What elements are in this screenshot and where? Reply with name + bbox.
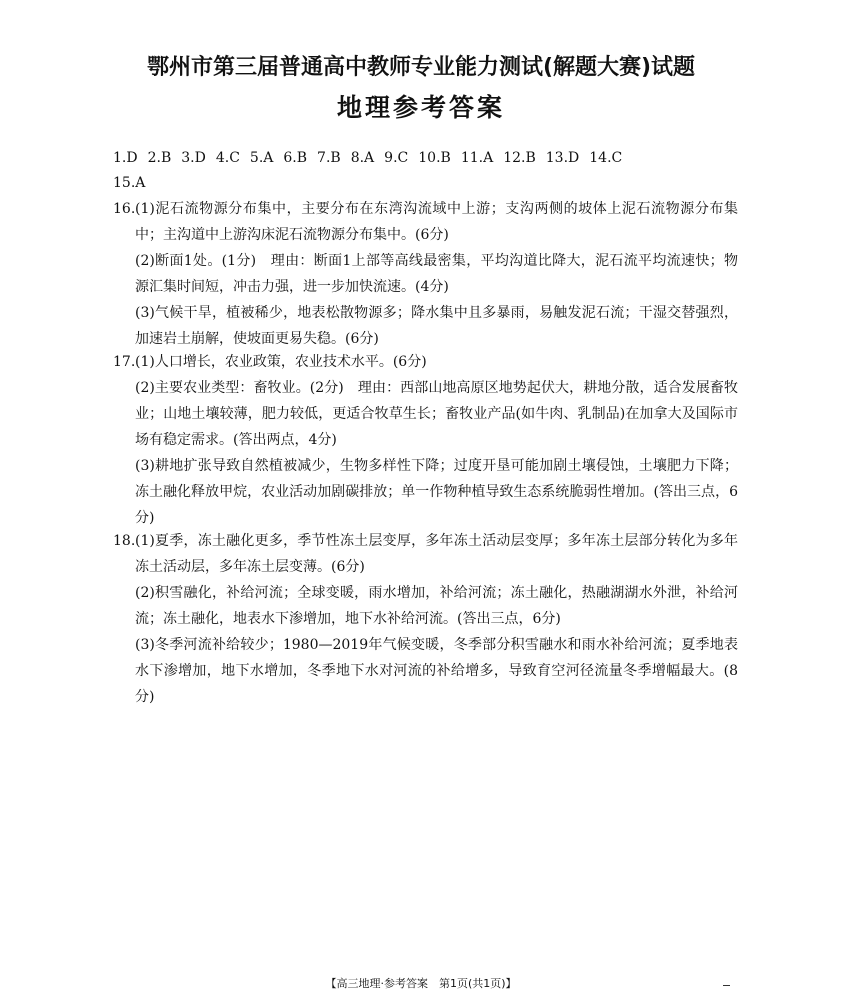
answer-part-2: (2)断面1处。(1分) 理由：断面1上部等高线最密集，平均沟道比降大，泥石流平均流速快；物源汇集时间短，冲击力强，进一步加快流速。(4分)	[135, 253, 738, 295]
answer-part-2: (2)积雪融化，补给河流；全球变暖，雨水增加，补给河流；冻土融化，热融湖湖水外泄，补给河流；冻土融化，地表水下渗增加，地下水补给河流。(答出三点，6分)	[135, 585, 738, 627]
answer-part-2: (2)主要农业类型：畜牧业。(2分) 理由：西部山地高原区地势起伏大，耕地分散，适合发展畜牧业；山地土壤较薄，肥力较低，更适合牧草生长；畜牧业产品(如牛肉、乳制品)在加拿大及国际市场有稳定需求。(答出两点，4分)	[135, 380, 738, 448]
page-footer: 【高三地理·参考答案 第1页(共1页)】	[325, 977, 517, 990]
answer-part-3: (3)耕地扩张导致自然植被减少，生物多样性下降；过度开垦可能加剧土壤侵蚀，土壤肥力下降；冻土融化释放甲烷，农业活动加剧碳排放；单一作物种植导致生态系统脆弱性增加。(答出三点，6分)	[135, 458, 738, 526]
answer-part-1: (1)人口增长，农业政策，农业技术水平。(6分)	[135, 354, 427, 370]
document-title: 鄂州市第三届普通高中教师专业能力测试(解题大赛)试题	[146, 55, 696, 80]
choice-answer: 1.D	[113, 150, 138, 166]
choice-answer: 4.C	[215, 150, 240, 166]
document-subtitle: 地理参考答案	[336, 93, 505, 122]
choice-answer: 13.D	[545, 150, 580, 166]
answer-part-3: (3)冬季河流补给较少；1980—2019年气候变暖，冬季部分积雪融水和雨水补给河流；夏季地表水下渗增加，地下水增加，冬季地下水对河流的补给增多，导致育空河径流量冬季增幅最大。(8分)	[135, 637, 738, 705]
question-number: 17.	[113, 354, 136, 370]
choice-answer: 7.B	[317, 150, 341, 166]
question-number: 18.	[113, 533, 136, 549]
choice-answer: 9.C	[384, 150, 409, 166]
question-17-answer	[113, 349, 738, 531]
answer-part-3: (3)气候干旱，植被稀少，地表松散物源多；降水集中且多暴雨，易触发泥石流；干湿交替强烈，加速岩土崩解，使坡面更易失稳。(6分)	[135, 305, 738, 347]
question-number: 16.	[113, 201, 136, 217]
choice-answer: 3.D	[181, 150, 206, 166]
choice-answer: 15.A	[113, 175, 146, 191]
choice-answer: 10.B	[418, 150, 451, 166]
answer-part-1: (1)泥石流物源分布集中，主要分布在东湾沟流域中上游；支沟两侧的坡体上泥石流物源分布集中；主沟道中上游沟床泥石流物源分布集中。(6分)	[135, 201, 738, 243]
choice-answer: 6.B	[283, 150, 308, 166]
choice-answer: 2.B	[147, 150, 172, 166]
question-18-answer	[113, 528, 738, 710]
answer-part-1: (1)夏季，冻土融化更多，季节性冻土层变厚，多年冻土活动层变厚；多年冻土层部分转化为多年冻土活动层，多年冻土层变薄。(6分)	[135, 533, 738, 575]
choice-answer: 14.C	[589, 150, 623, 166]
choice-answer: 11.A	[460, 150, 494, 166]
choice-answer: 5.A	[249, 150, 274, 166]
footer-mark	[723, 985, 730, 986]
choice-answer: 12.B	[503, 150, 536, 166]
choice-answers	[113, 146, 733, 196]
choice-answer: 8.A	[350, 150, 375, 166]
question-16-answer	[113, 196, 738, 352]
